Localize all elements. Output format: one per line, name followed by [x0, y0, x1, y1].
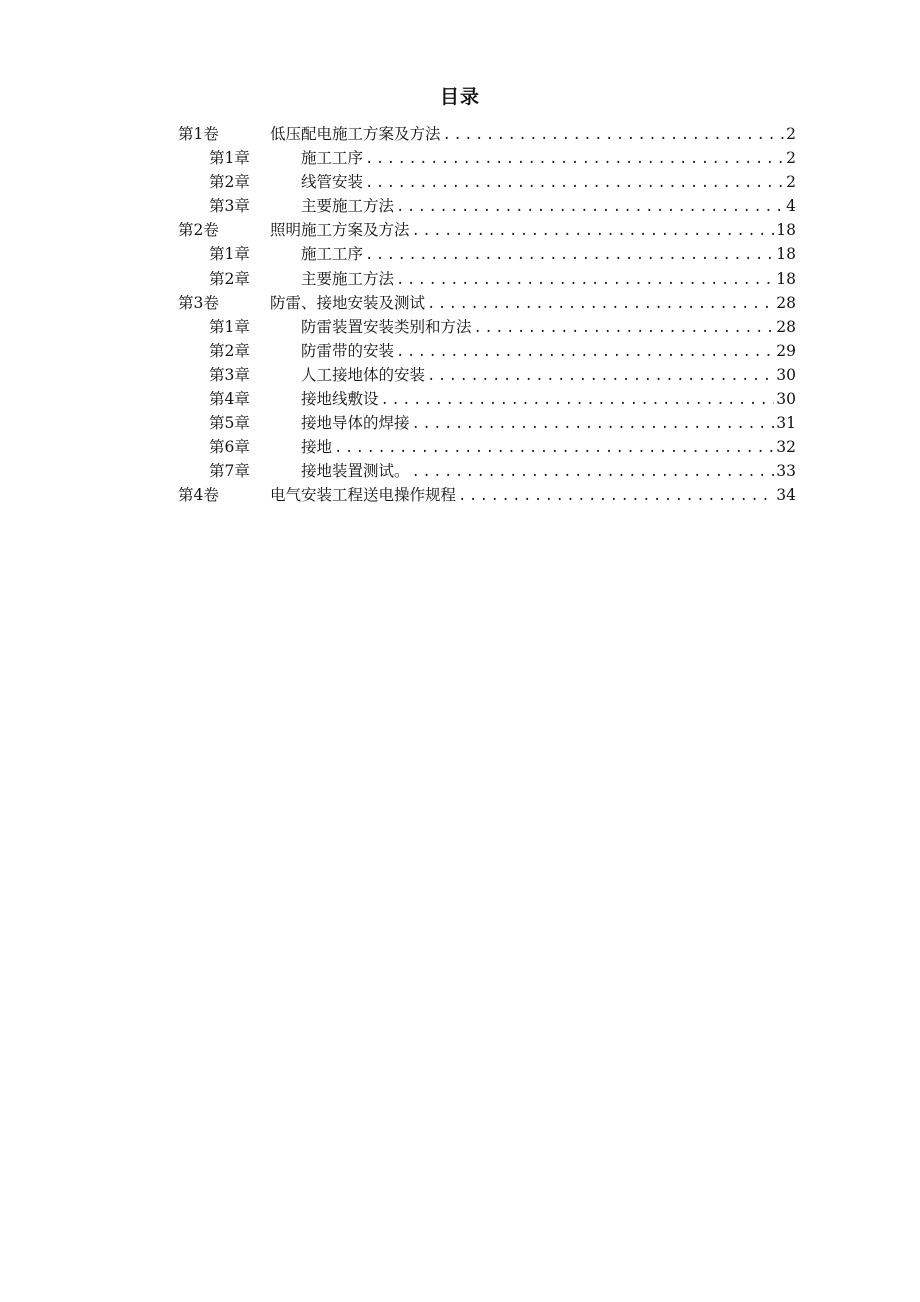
dot-leader — [365, 243, 774, 267]
entry-number: 第5章 — [209, 414, 250, 433]
entry-number: 第4卷 — [178, 486, 219, 505]
dot-leader — [396, 268, 774, 292]
toc-volume-entry[interactable] — [178, 291, 796, 315]
entry-title: 施工工序 — [301, 149, 364, 168]
entry-title: 接地导体的焊接 — [301, 414, 410, 433]
entry-title: 主要施工方法 — [301, 269, 395, 288]
entry-number: 第3卷 — [178, 293, 219, 312]
entry-page-number: 18 — [776, 245, 796, 264]
entry-title: 电气安装工程送电操作规程 — [270, 486, 457, 505]
toc-chapter-entry[interactable] — [178, 146, 796, 170]
toc-chapter-entry[interactable] — [178, 363, 796, 387]
dot-leader — [458, 484, 774, 508]
entry-number: 第7章 — [209, 462, 250, 481]
entry-number: 第2章 — [209, 269, 250, 288]
dot-leader — [443, 123, 785, 147]
entry-page-number: 4 — [786, 197, 796, 216]
dot-leader — [427, 364, 774, 388]
entry-page-number: 32 — [776, 438, 796, 457]
entry-page-number: 33 — [776, 462, 796, 481]
entry-title: 接地线敷设 — [301, 390, 379, 409]
entry-page-number: 29 — [776, 341, 796, 360]
entry-number: 第3章 — [209, 365, 250, 384]
dot-leader — [396, 340, 774, 364]
dot-leader — [381, 388, 775, 412]
entry-number: 第1卷 — [178, 125, 219, 143]
entry-page-number: 2 — [786, 149, 796, 168]
toc-volume-entry[interactable] — [178, 122, 796, 146]
entry-title: 照明施工方案及方法 — [270, 221, 410, 240]
toc-chapter-entry[interactable] — [178, 387, 796, 411]
entry-number: 第2卷 — [178, 221, 219, 240]
entry-page-number: 30 — [776, 390, 796, 409]
dot-leader — [412, 219, 775, 243]
entry-number: 第2章 — [209, 341, 250, 360]
dot-leader — [412, 412, 775, 436]
entry-page-number: 30 — [776, 365, 796, 384]
entry-number: 第6章 — [209, 438, 250, 457]
dot-leader — [334, 436, 774, 460]
table-of-contents — [178, 122, 796, 508]
dot-leader — [412, 460, 775, 484]
dot-leader — [396, 195, 784, 219]
toc-chapter-entry[interactable] — [178, 459, 796, 483]
entry-page-number: 2 — [786, 125, 796, 143]
entry-number: 第4章 — [209, 390, 250, 409]
entry-title: 防雷带的安装 — [301, 341, 395, 360]
entry-title: 防雷装置安装类别和方法 — [301, 317, 472, 336]
toc-chapter-entry[interactable] — [178, 315, 796, 339]
toc-chapter-entry[interactable] — [178, 267, 796, 291]
entry-page-number: 34 — [776, 486, 796, 505]
dot-leader — [427, 292, 774, 316]
toc-volume-entry[interactable] — [178, 218, 796, 242]
entry-number: 第1章 — [209, 149, 250, 168]
entry-number: 第2章 — [209, 173, 250, 192]
entry-title: 施工工序 — [301, 245, 364, 264]
entry-title: 主要施工方法 — [301, 197, 395, 216]
entry-page-number: 31 — [776, 414, 796, 433]
dot-leader — [365, 147, 784, 171]
entry-number: 第3章 — [209, 197, 250, 216]
entry-number: 第1章 — [209, 245, 250, 264]
toc-chapter-entry[interactable] — [178, 170, 796, 194]
entry-title: 人工接地体的安装 — [301, 365, 426, 384]
entry-title: 低压配电施工方案及方法 — [270, 125, 441, 143]
entry-page-number: 2 — [786, 173, 796, 192]
entry-title: 防雷、接地安装及测试 — [270, 293, 426, 312]
entry-title: 接地装置测试。 — [301, 462, 410, 481]
dot-leader — [365, 171, 784, 195]
toc-volume-entry[interactable] — [178, 483, 796, 507]
toc-chapter-entry[interactable] — [178, 194, 796, 218]
entry-page-number: 18 — [776, 221, 796, 240]
toc-chapter-entry[interactable] — [178, 242, 796, 266]
page-title: 目录 — [439, 86, 480, 108]
toc-chapter-entry[interactable] — [178, 411, 796, 435]
entry-page-number: 28 — [776, 317, 796, 336]
entry-number: 第1章 — [209, 317, 250, 336]
dot-leader — [474, 316, 775, 340]
entry-page-number: 18 — [776, 269, 796, 288]
toc-chapter-entry[interactable] — [178, 435, 796, 459]
entry-title: 接地 — [301, 438, 333, 457]
toc-chapter-entry[interactable] — [178, 339, 796, 363]
entry-page-number: 28 — [776, 293, 796, 312]
entry-title: 线管安装 — [301, 173, 364, 192]
